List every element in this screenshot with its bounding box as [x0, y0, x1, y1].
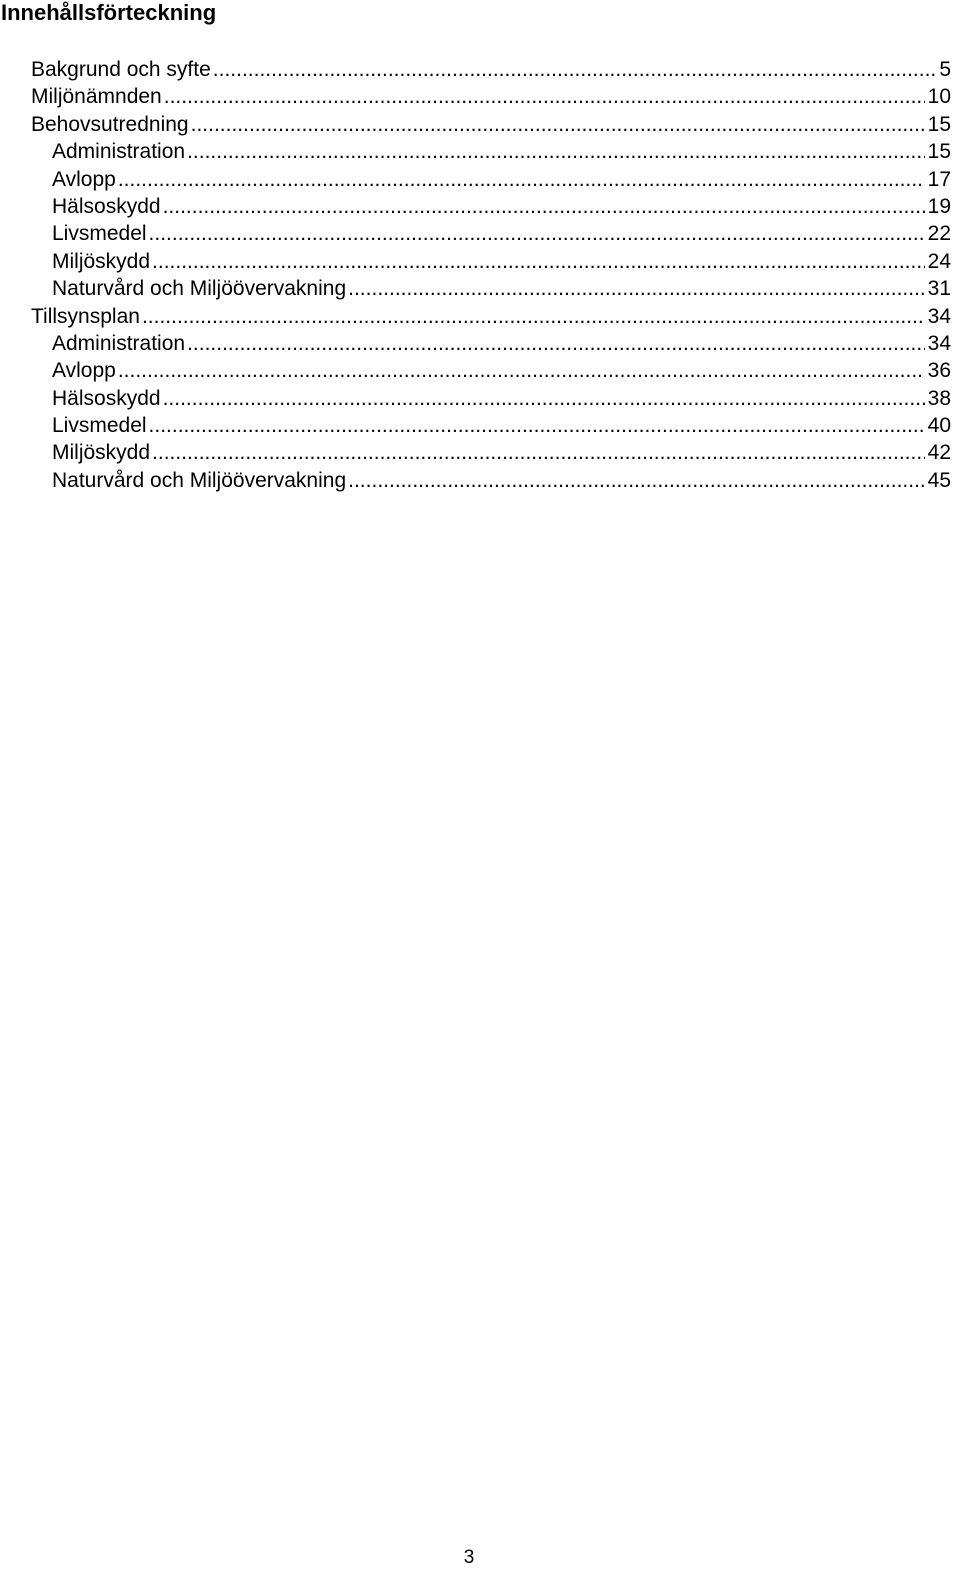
- toc-entry-page: 42: [927, 441, 951, 465]
- toc-leader-dots: [142, 303, 925, 330]
- toc-entry-title: Hälsoskydd: [52, 386, 161, 410]
- toc-leader-dots: [187, 138, 925, 165]
- toc-leader-dots: [152, 248, 925, 275]
- toc-entry[interactable]: [31, 385, 951, 412]
- toc-entry[interactable]: [31, 138, 951, 165]
- toc-entry-title: Behovsutredning: [31, 112, 189, 136]
- toc-entry-title: Avlopp: [52, 359, 116, 383]
- toc-entry[interactable]: [31, 111, 951, 138]
- toc-leader-dots: [191, 111, 925, 138]
- toc-leader-dots: [118, 166, 925, 193]
- toc-leader-dots: [187, 330, 925, 357]
- toc-entry-title: Livsmedel: [52, 414, 147, 438]
- toc-entry-page: 40: [927, 414, 951, 438]
- toc-entry-title: Administration: [52, 140, 186, 164]
- toc-entry-title: Naturvård och Miljöövervakning: [52, 277, 347, 301]
- toc-entry-page: 45: [927, 468, 951, 492]
- toc-entry[interactable]: [31, 357, 951, 384]
- toc-entry-page: 38: [927, 386, 951, 410]
- toc-entry-page: 19: [927, 194, 951, 218]
- toc-entry-page: 5: [939, 58, 951, 81]
- toc-leader-dots: [149, 412, 925, 439]
- toc-leader-dots: [149, 220, 925, 247]
- toc-entry[interactable]: [31, 220, 951, 247]
- toc-list: [31, 56, 951, 494]
- toc-entry[interactable]: [31, 166, 951, 193]
- toc-entry-page: 10: [927, 85, 951, 109]
- toc-entry-title: Bakgrund och syfte: [31, 58, 211, 81]
- toc-entry-page: 34: [927, 331, 951, 355]
- toc-leader-dots: [163, 385, 925, 412]
- toc-leader-dots: [118, 357, 925, 384]
- toc-entry-page: 15: [927, 140, 951, 164]
- toc-leader-dots: [213, 56, 937, 83]
- toc-entry-page: 36: [927, 359, 951, 383]
- toc-entry-title: Avlopp: [52, 167, 116, 191]
- toc-entry-page: 24: [927, 249, 951, 273]
- toc-entry[interactable]: [31, 330, 951, 357]
- toc-entry-title: Hälsoskydd: [52, 194, 161, 218]
- toc-entry[interactable]: [31, 56, 951, 83]
- toc-entry-page: 15: [927, 112, 951, 136]
- toc-entry[interactable]: [31, 412, 951, 439]
- toc-entry[interactable]: [31, 83, 951, 110]
- toc-leader-dots: [164, 83, 925, 110]
- toc-leader-dots: [152, 439, 925, 466]
- toc-entry[interactable]: [31, 248, 951, 275]
- toc-entry-title: Administration: [52, 331, 186, 355]
- toc-entry[interactable]: [31, 439, 951, 466]
- toc-entry-title: Miljönämnden: [31, 85, 162, 109]
- toc-entry[interactable]: [31, 467, 951, 494]
- toc-entry-page: 34: [927, 304, 951, 328]
- toc-entry[interactable]: [31, 193, 951, 220]
- toc-entry-title: Naturvård och Miljöövervakning: [52, 468, 347, 492]
- toc-heading: Innehållsförteckning: [1, 0, 217, 25]
- toc-entry-title: Miljöskydd: [52, 441, 151, 465]
- toc-entry-title: Livsmedel: [52, 222, 147, 246]
- toc-leader-dots: [163, 193, 925, 220]
- page-number: 3: [463, 1547, 475, 1568]
- toc-leader-dots: [348, 275, 925, 302]
- toc-entry-page: 31: [927, 277, 951, 301]
- toc-entry[interactable]: [31, 303, 951, 330]
- toc-entry-title: Tillsynsplan: [31, 304, 140, 328]
- toc-entry-page: 17: [927, 167, 951, 191]
- toc-entry-title: Miljöskydd: [52, 249, 151, 273]
- toc-leader-dots: [348, 467, 925, 494]
- toc-entry[interactable]: [31, 275, 951, 302]
- toc-entry-page: 22: [927, 222, 951, 246]
